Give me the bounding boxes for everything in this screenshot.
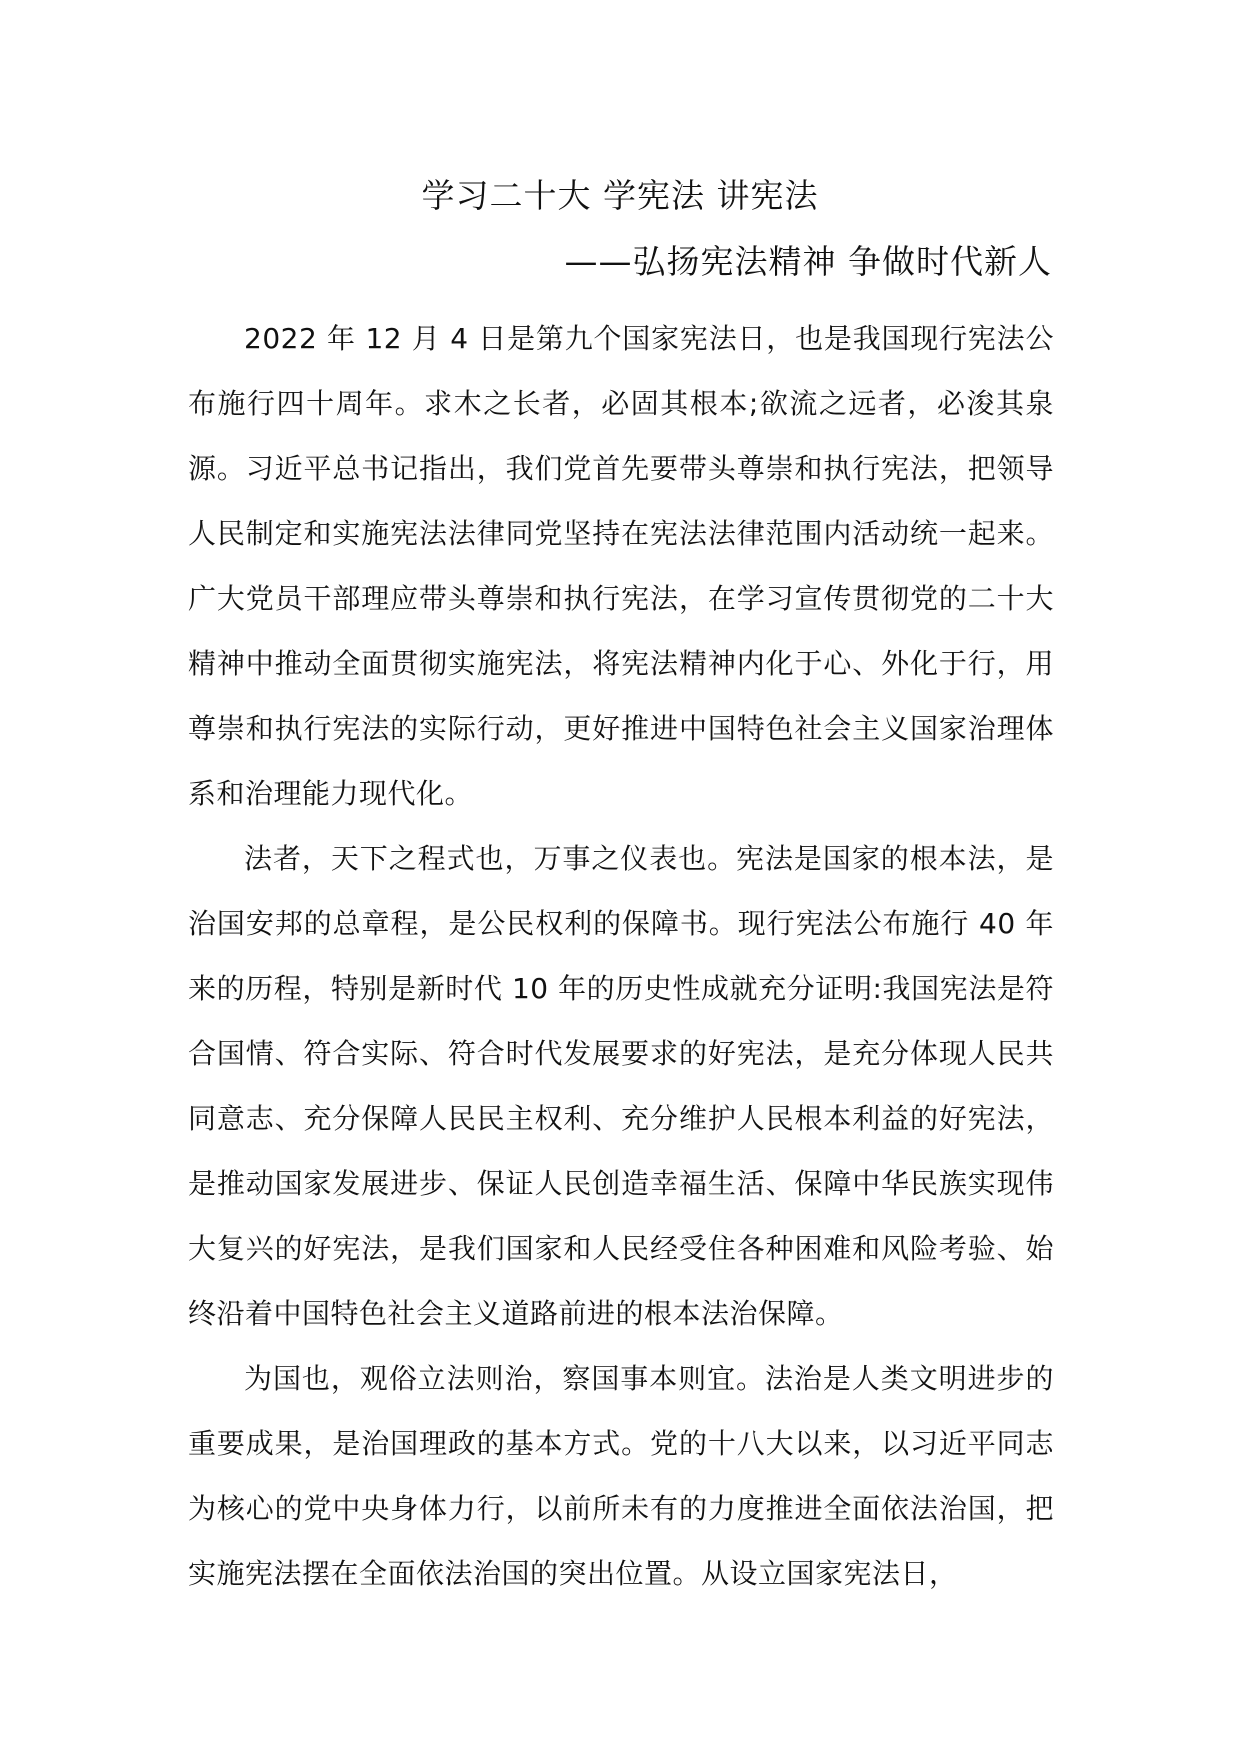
paragraph: 2022 年 12 月 4 日是第九个国家宪法日，也是我国现行宪法公布施行四十周年。求木之长者，必固其根本;欲流之远者，必浚其泉源。习近平总书记指出，我们党首先要带头尊崇和执行宪法，把领导人民制定和实施宪法法律同党坚持在宪法法律范围内活动统一起来。广大党员干部理应带头尊崇和执行宪法，在学习宣传贯彻党的二十大精神中推动全面贯彻实施宪法，将宪法精神内化于心、外化于行，用尊崇和执行宪法的实际行动，更好推进中国特色社会主义国家治理体系和治理能力现代化。: [188, 322, 1054, 810]
paragraph: 为国也，观俗立法则治，察国事本则宜。法治是人类文明进步的重要成果，是治国理政的基本方式。党的十八大以来，以习近平同志为核心的党中央身体力行，以前所未有的力度推进全面依法治国，把实施宪法摆在全面依法治国的突出位置。从设立国家宪法日，: [188, 1362, 1054, 1590]
document-title: 学习二十大 学宪法 讲宪法: [421, 176, 819, 215]
document-body: [188, 306, 1054, 1606]
paragraph: 法者，天下之程式也，万事之仪表也。宪法是国家的根本法，是治国安邦的总章程，是公民权利的保障书。现行宪法公布施行 40 年来的历程，特别是新时代 10 年的历史性成就充分证明:我国宪法是符合国情、符合实际、符合时代发展要求的好宪法，是充分体现人民共同意志、充分保障人民民主权利、充分维护人民根本利益的好宪法，是推动国家发展进步、保证人民创造幸福生活、保障中华民族实现伟大复兴的好宪法，是我们国家和人民经受住各种困难和风险考验、始终沿着中国特色社会主义道路前进的根本法治保障。: [188, 842, 1054, 1330]
document-subtitle: ——弘扬宪法精神 争做时代新人: [564, 242, 1052, 281]
